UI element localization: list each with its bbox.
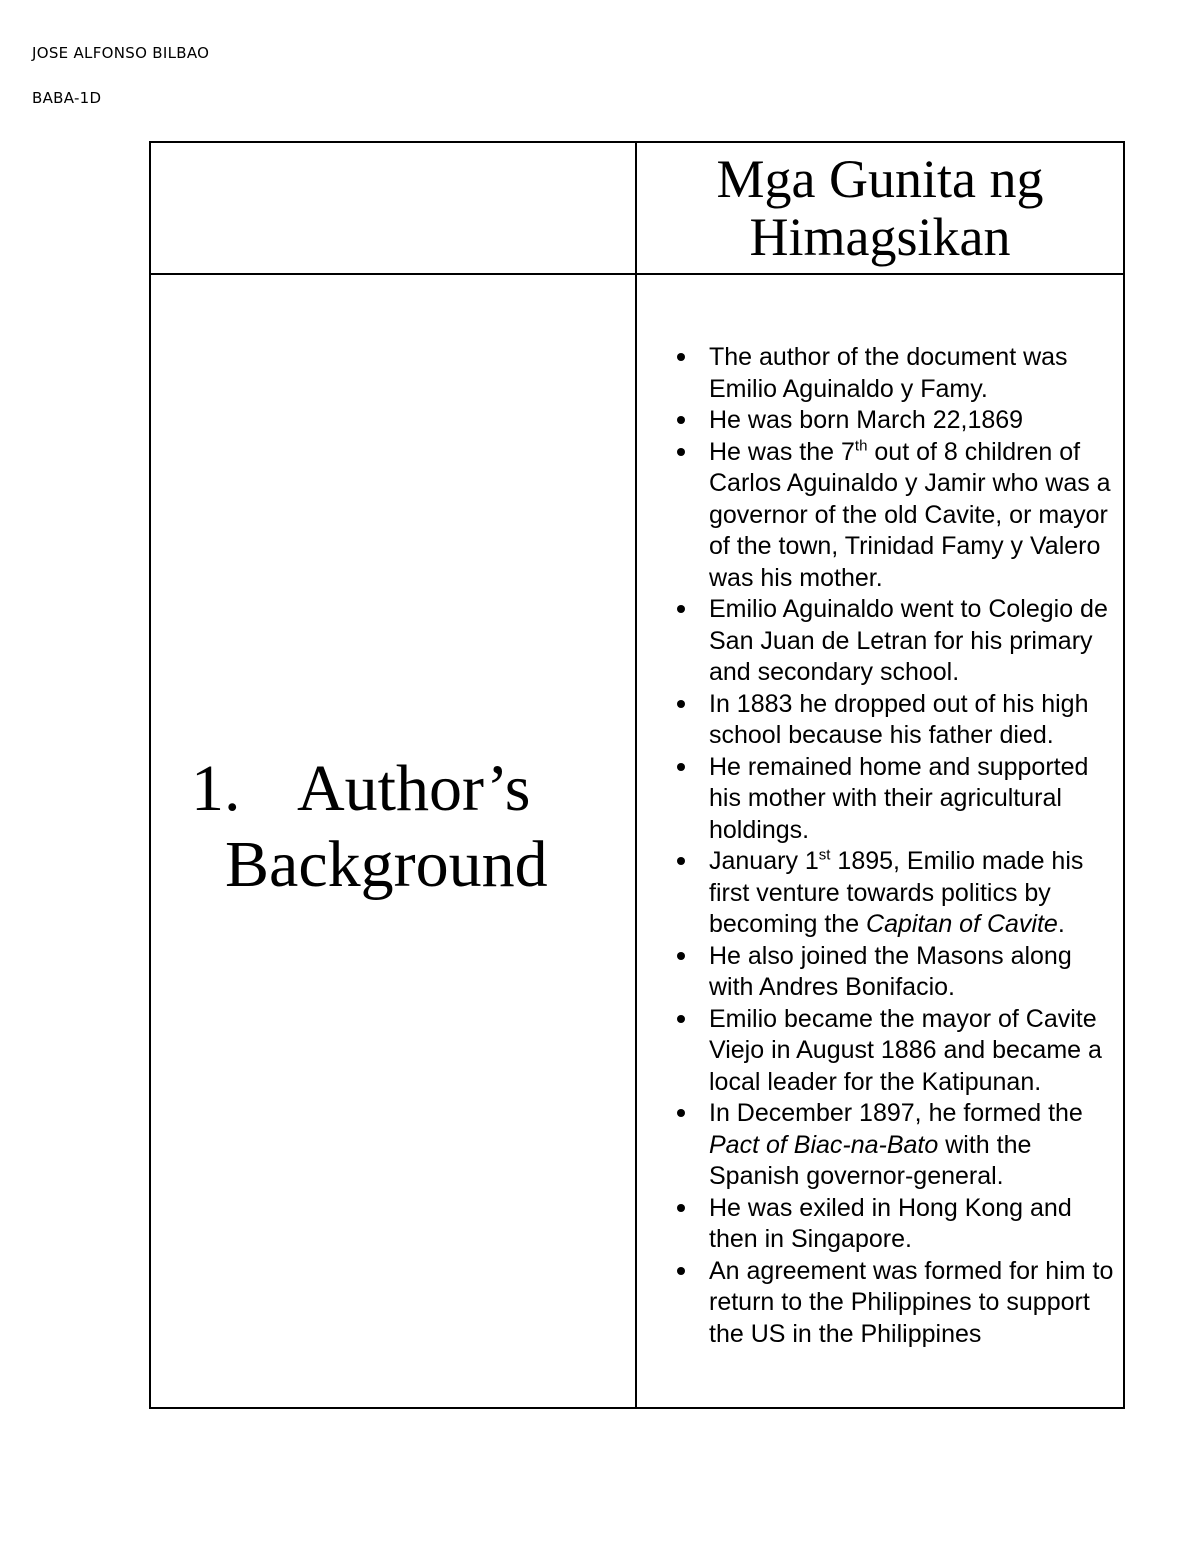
list-item <box>637 846 1123 941</box>
header-title-cell <box>636 142 1124 274</box>
fact-text: 1895, Emilio made his first venture towards politics by becoming the <box>709 847 1084 938</box>
list-item <box>637 1193 1123 1256</box>
row-content-cell <box>636 274 1124 1408</box>
bullet-icon <box>677 353 685 361</box>
superscript: th <box>854 437 868 455</box>
fact-text: In 1883 he dropped out of his high school because his father died. <box>709 689 1089 749</box>
class-section: BABA-1D <box>32 89 102 107</box>
fact-text: January 1 <box>709 847 819 875</box>
italic-text: Capitan of Cavite <box>866 910 1058 938</box>
row-number: 1. <box>191 752 241 825</box>
bullet-icon <box>677 700 685 708</box>
italic-text: Pact of Biac-na-Bato <box>709 1130 939 1159</box>
fact-text: The author of the document was Emilio Aguinaldo y Famy. <box>709 343 1068 403</box>
bullet-icon <box>677 448 685 456</box>
header-empty-cell <box>150 142 636 274</box>
bullet-icon <box>677 763 685 771</box>
table-title-line1: Mga Gunita ng <box>716 149 1044 209</box>
document-table <box>149 141 1125 1409</box>
fact-text: He was exiled in Hong Kong and then in Singapore. <box>709 1193 1072 1253</box>
list-item <box>637 594 1123 689</box>
list-item <box>637 752 1123 847</box>
bullet-icon <box>677 1204 685 1212</box>
list-item <box>637 941 1123 1004</box>
fact-text: . <box>1057 910 1065 938</box>
fact-text: Emilio Aguinaldo went to Colegio de San Juan de Letran for his primary and secondary school. <box>709 595 1108 686</box>
bullet-icon <box>677 952 685 960</box>
row-label-cell <box>150 274 636 1408</box>
row-label <box>151 751 635 931</box>
row-label-line1: Author’s <box>297 752 531 825</box>
list-item <box>637 342 1123 405</box>
list-item <box>637 1256 1123 1351</box>
fact-text: He was born March 22,1869 <box>709 406 1024 434</box>
bullet-icon <box>677 416 685 424</box>
table-row <box>150 274 1124 1408</box>
bullet-icon <box>677 605 685 613</box>
bullet-icon <box>677 1015 685 1023</box>
fact-text: with the Spanish governor-general. <box>709 1130 1032 1190</box>
list-item <box>637 437 1123 595</box>
fact-list <box>637 332 1123 1350</box>
fact-text: out of 8 children of Carlos Aguinaldo y Jamir who was a governor of the old Cavite, or mayor of the town, Trinidad Famy y Valero was his mother. <box>709 437 1111 592</box>
fact-text: In December 1897, he formed the <box>709 1099 1083 1127</box>
fact-text: He also joined the Masons along with Andres Bonifacio. <box>709 941 1072 1001</box>
list-item <box>637 689 1123 752</box>
fact-text: He remained home and supported his mother with their agricultural holdings. <box>709 752 1089 844</box>
student-name: JOSE ALFONSO BILBAO <box>32 44 210 62</box>
fact-text: Emilio became the mayor of Cavite Viejo in August 1886 and became a local leader for the Katipunan. <box>709 1004 1102 1096</box>
row-label-line2: Background <box>225 828 548 901</box>
table-title-line2: Himagsikan <box>749 207 1011 267</box>
table-header-row <box>150 142 1124 274</box>
fact-text: He was the 7 <box>709 437 855 466</box>
superscript: st <box>818 846 831 864</box>
bullet-icon <box>677 857 685 865</box>
bullet-icon <box>677 1109 685 1117</box>
fact-text: An agreement was formed for him to return to the Philippines to support the US in the Philippines <box>709 1256 1114 1348</box>
bullet-icon <box>677 1267 685 1275</box>
list-item <box>637 1004 1123 1099</box>
list-item <box>637 1098 1123 1193</box>
list-item <box>637 405 1123 437</box>
table-title <box>637 150 1123 266</box>
